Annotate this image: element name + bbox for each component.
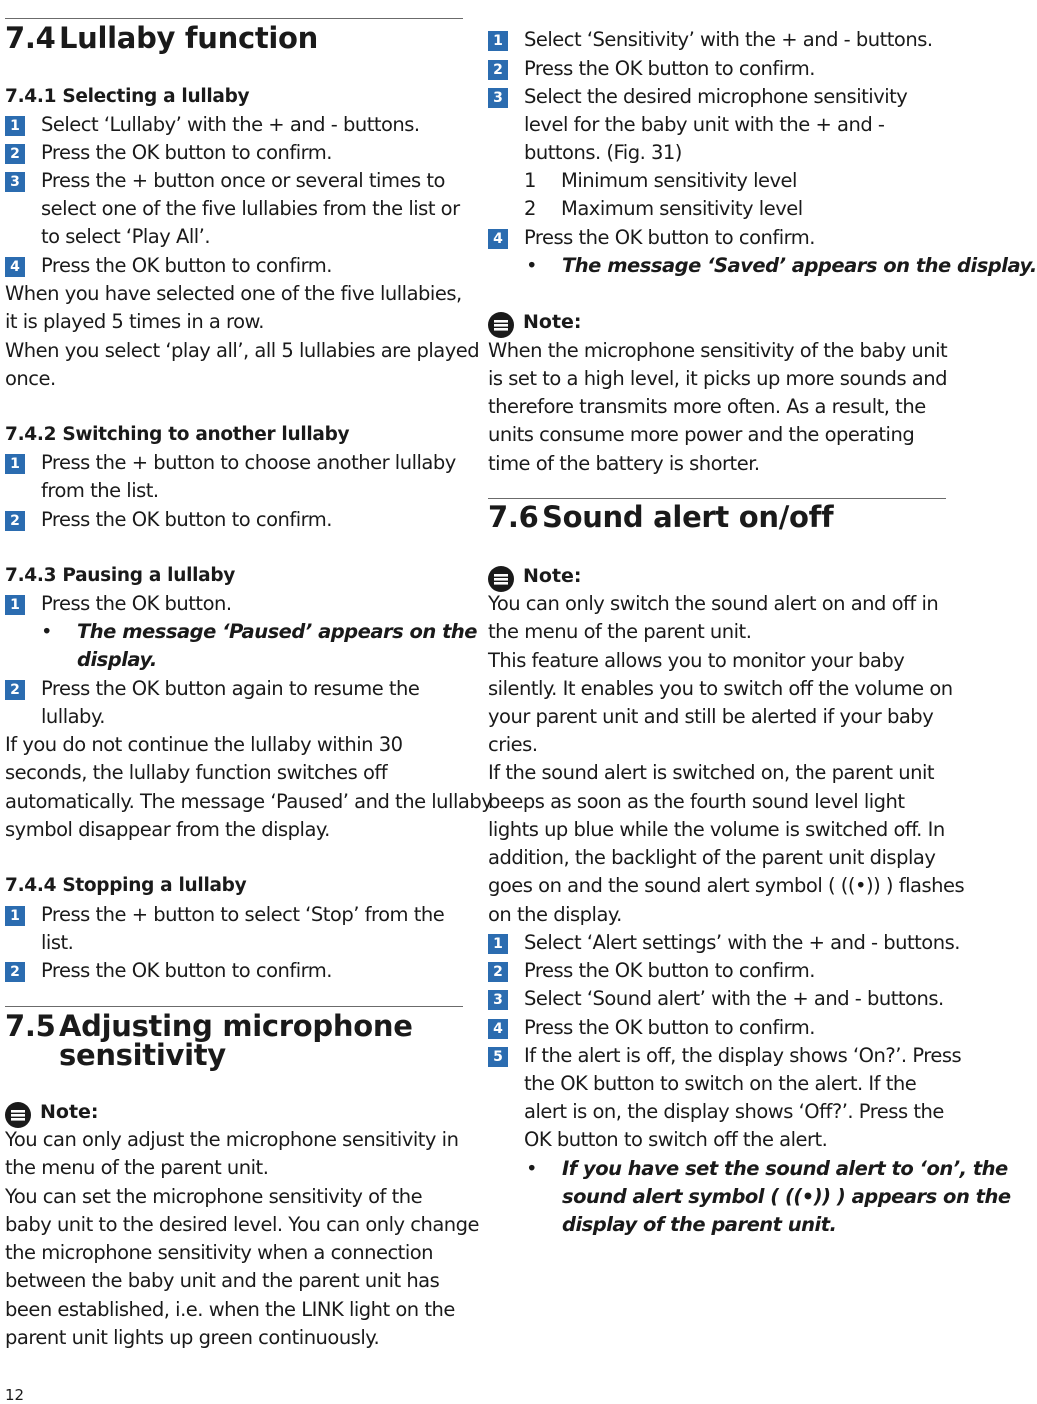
- step-text: Select ‘Alert settings’ with the + and - buttons.: [524, 931, 960, 954]
- paragraph-line: it is played 5 times in a row.: [5, 310, 264, 333]
- paragraph-line: between the baby unit and the parent unit has: [5, 1269, 440, 1292]
- section-title: Sound alert on/off: [542, 500, 834, 534]
- bullet-text: display of the parent unit.: [562, 1213, 837, 1236]
- step-text: Press the OK button to confirm.: [524, 1016, 816, 1039]
- paragraph-line: You can only switch the sound alert on and off in: [488, 592, 939, 615]
- subsection-7-4-1-heading: 7.4.1 Selecting a lullaby: [5, 86, 250, 107]
- step-number-badge: 4: [488, 229, 508, 249]
- step-text: to select ‘Play All’.: [41, 225, 211, 248]
- paragraph-line: seconds, the lullaby function switches off: [5, 761, 388, 784]
- paragraph-line: time of the battery is shorter.: [488, 452, 760, 475]
- note-label: Note:: [523, 311, 582, 333]
- note-icon: [488, 312, 514, 338]
- step-text: Press the OK button to confirm.: [524, 57, 816, 80]
- step-text: level for the baby unit with the + and -: [524, 113, 885, 136]
- step-text: Select the desired microphone sensitivity: [524, 85, 908, 108]
- bullet-symbol: •: [41, 620, 53, 643]
- paragraph-line: cries.: [488, 733, 538, 756]
- sensitivity-level-item: [524, 195, 803, 223]
- paragraph-line: units consume more power and the operating: [488, 423, 915, 446]
- bullet-text: The message ‘Paused’ appears on the: [77, 620, 478, 643]
- paragraph-line: the menu of the parent unit.: [5, 1156, 269, 1179]
- step-text: alert is on, the display shows ‘Off?’. Press the: [524, 1100, 944, 1123]
- paragraph-line: automatically. The message ‘Paused’ and the lullaby: [5, 790, 493, 813]
- step-text: list.: [41, 931, 74, 954]
- step-number-badge: 4: [488, 1019, 508, 1039]
- page-number: 12: [5, 1386, 25, 1404]
- step-text: buttons. (Fig. 31): [524, 141, 682, 164]
- paragraph-line: therefore transmits more often. As a result, the: [488, 395, 926, 418]
- paragraph-line: the microphone sensitivity when a connection: [5, 1241, 434, 1264]
- step-number-badge: 1: [488, 31, 508, 51]
- subsection-7-4-3-heading: 7.4.3 Pausing a lullaby: [5, 565, 236, 586]
- paragraph-line: the menu of the parent unit.: [488, 620, 752, 643]
- note-icon: [488, 566, 514, 592]
- paragraph-line: If you do not continue the lullaby within 30: [5, 733, 403, 756]
- bullet-text: The message ‘Saved’ appears on the display.: [562, 254, 1037, 277]
- bullet-text: sound alert symbol ( ((•)) ) appears on the: [562, 1185, 1011, 1208]
- step-text: from the list.: [41, 479, 159, 502]
- step-text: Press the OK button to confirm.: [524, 959, 816, 982]
- step-text: OK button to switch off the alert.: [524, 1128, 828, 1151]
- section-number: 7.4: [5, 21, 56, 55]
- section-title: Lullaby function: [59, 21, 319, 55]
- step-number-badge: 1: [5, 906, 25, 926]
- paragraph-line: addition, the backlight of the parent unit display: [488, 846, 936, 869]
- step-number-badge: 5: [488, 1047, 508, 1067]
- section-rule: [5, 18, 463, 19]
- bullet-text: display.: [77, 648, 157, 671]
- paragraph-line: lights up blue while the volume is switched off. In: [488, 818, 945, 841]
- paragraph-line: If the sound alert is switched on, the parent unit: [488, 761, 935, 784]
- section-rule: [5, 1006, 463, 1007]
- section-7-5-heading: [5, 1009, 413, 1043]
- step-number-badge: 1: [5, 454, 25, 474]
- step-number-badge: 2: [5, 962, 25, 982]
- bullet-text: If you have set the sound alert to ‘on’, the: [562, 1157, 1008, 1180]
- step-number-badge: 4: [5, 257, 25, 277]
- paragraph-line: You can set the microphone sensitivity of the: [5, 1185, 423, 1208]
- paragraph-line: You can only adjust the microphone sensitivity in: [5, 1128, 459, 1151]
- level-text: Minimum sensitivity level: [561, 169, 797, 192]
- step-text: If the alert is off, the display shows ‘On?’. Press: [524, 1044, 962, 1067]
- level-number: 1: [524, 169, 536, 192]
- bullet-symbol: •: [526, 1157, 538, 1180]
- step-text: Press the OK button.: [41, 592, 232, 615]
- paragraph-line: When the microphone sensitivity of the baby unit: [488, 339, 948, 362]
- sensitivity-level-item: [524, 167, 797, 195]
- paragraph-line: is set to a high level, it picks up more sounds and: [488, 367, 947, 390]
- section-number: 7.5: [5, 1009, 56, 1043]
- paragraph-line: silently. It enables you to switch off the volume on: [488, 677, 953, 700]
- section-title: Adjusting microphone: [59, 1009, 413, 1043]
- paragraph-line: been established, i.e. when the LINK light on the: [5, 1298, 455, 1321]
- step-number-badge: 2: [488, 60, 508, 80]
- subsection-7-4-2-heading: 7.4.2 Switching to another lullaby: [5, 424, 350, 445]
- step-number-badge: 3: [5, 172, 25, 192]
- paragraph-line: on the display.: [488, 903, 622, 926]
- section-number: 7.6: [488, 500, 539, 534]
- section-rule: [488, 498, 946, 499]
- step-number-badge: 3: [488, 990, 508, 1010]
- paragraph-line: goes on and the sound alert symbol ( ((•)) ) flashes: [488, 874, 965, 897]
- section-7-6-heading: [488, 500, 834, 534]
- step-number-badge: 1: [5, 116, 25, 136]
- step-text: Press the OK button to confirm.: [41, 508, 333, 531]
- step-text: the OK button to switch on the alert. If the: [524, 1072, 917, 1095]
- step-text: Select ‘Lullaby’ with the + and - buttons.: [41, 113, 420, 136]
- paragraph-line: symbol disappear from the display.: [5, 818, 330, 841]
- step-text: Press the + button once or several times to: [41, 169, 445, 192]
- paragraph-line: This feature allows you to monitor your baby: [488, 649, 905, 672]
- paragraph-line: parent unit lights up green continuously.: [5, 1326, 380, 1349]
- step-number-badge: 2: [5, 511, 25, 531]
- note-icon: [5, 1102, 31, 1128]
- step-text: Press the + button to select ‘Stop’ from the: [41, 903, 445, 926]
- step-number-badge: 2: [488, 962, 508, 982]
- step-text: Select ‘Sensitivity’ with the + and - buttons.: [524, 28, 933, 51]
- step-text: Select ‘Sound alert’ with the + and - buttons.: [524, 987, 944, 1010]
- step-text: Press the OK button again to resume the: [41, 677, 420, 700]
- note-label: Note:: [523, 565, 582, 587]
- paragraph-line: beeps as soon as the fourth sound level light: [488, 790, 905, 813]
- step-text: Press the OK button to confirm.: [524, 226, 816, 249]
- level-text: Maximum sensitivity level: [561, 197, 803, 220]
- paragraph-line: baby unit to the desired level. You can only change: [5, 1213, 480, 1236]
- step-number-badge: 1: [5, 595, 25, 615]
- paragraph-line: your parent unit and still be alerted if your baby: [488, 705, 934, 728]
- step-text: select one of the five lullabies from the list or: [41, 197, 460, 220]
- step-text: lullaby.: [41, 705, 105, 728]
- note-label: Note:: [40, 1101, 99, 1123]
- step-text: Press the OK button to confirm.: [41, 959, 333, 982]
- bullet-symbol: •: [526, 254, 538, 277]
- step-number-badge: 2: [5, 144, 25, 164]
- step-text: Press the OK button to confirm.: [41, 254, 333, 277]
- paragraph-line: When you have selected one of the five lullabies,: [5, 282, 462, 305]
- level-number: 2: [524, 197, 536, 220]
- section-7-4-heading: [5, 21, 319, 55]
- subsection-7-4-4-heading: 7.4.4 Stopping a lullaby: [5, 875, 247, 896]
- section-title-continued: sensitivity: [59, 1038, 226, 1072]
- step-number-badge: 1: [488, 934, 508, 954]
- paragraph-line: once.: [5, 367, 56, 390]
- step-number-badge: 3: [488, 88, 508, 108]
- step-text: Press the + button to choose another lullaby: [41, 451, 456, 474]
- step-text: Press the OK button to confirm.: [41, 141, 333, 164]
- step-number-badge: 2: [5, 680, 25, 700]
- paragraph-line: When you select ‘play all’, all 5 lullabies are played: [5, 339, 480, 362]
